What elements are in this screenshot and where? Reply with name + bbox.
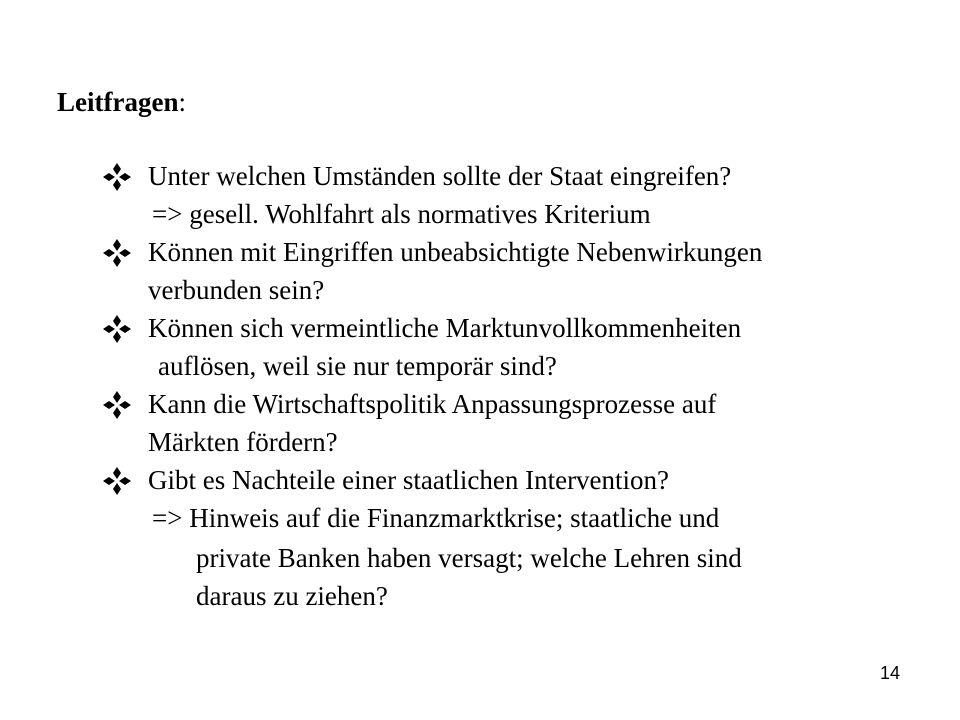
bullet-text-3-cont: auflösen, weil sie nur temporär sind? — [158, 351, 557, 381]
four-diamond-ornament-icon — [102, 314, 132, 344]
heading-colon: : — [178, 87, 186, 117]
page-number: 14 — [880, 663, 901, 683]
bullet-text-2: Können mit Eingriffen unbeabsichtigte Nebenwirkungen — [148, 237, 763, 267]
bullet-text-3: Können sich vermeintliche Marktunvollkommenheiten — [148, 313, 742, 343]
four-diamond-ornament-icon — [102, 162, 132, 192]
bullet-text-5: Gibt es Nachteile einer staatlichen Intervention? — [148, 465, 670, 495]
slide-heading — [57, 84, 186, 120]
bullet-text-4-cont: Märkten fördern? — [148, 427, 338, 457]
bullet-subtext-5-cont-1: private Banken haben versagt; welche Lehren sind — [196, 543, 742, 573]
four-diamond-ornament-icon — [102, 390, 132, 420]
bullet-text-4: Kann die Wirtschaftspolitik Anpassungsprozesse auf — [148, 389, 717, 419]
bullet-subtext-5-cont-2: daraus zu ziehen? — [196, 581, 388, 611]
four-diamond-ornament-icon — [102, 238, 132, 268]
bullet-text-1: Unter welchen Umständen sollte der Staat eingreifen? — [148, 161, 732, 191]
bullet-text-2-cont: verbunden sein? — [148, 275, 325, 305]
bullet-subtext-1: => gesell. Wohlfahrt als normatives Kriterium — [152, 199, 651, 229]
heading-title: Leitfragen — [57, 87, 179, 117]
four-diamond-ornament-icon — [102, 466, 132, 496]
bullet-subtext-5: => Hinweis auf die Finanzmarktkrise; staatliche und — [152, 503, 720, 533]
